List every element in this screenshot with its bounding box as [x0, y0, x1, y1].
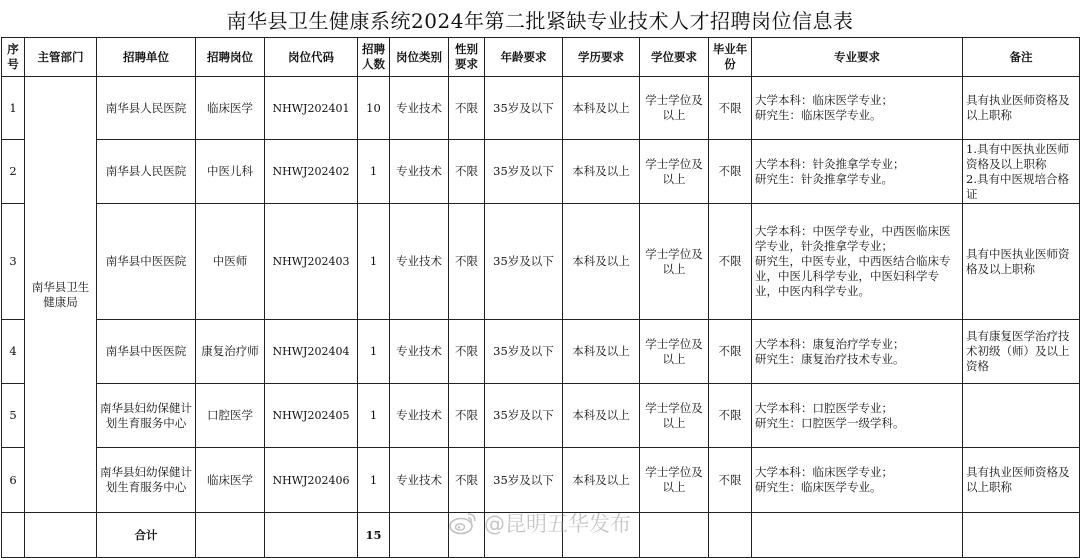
cell-education: 本科及以上 [563, 140, 640, 204]
cell-empty [752, 513, 963, 558]
cell-seq: 2 [2, 140, 25, 204]
cell-major: 大学本科：中医学专业，中西医临床医学专业，针灸推拿学专业； 研究生，中医专业，中西医结合临床专业，中医儿科学专业，中医妇科学专业，中医内科学专业。 [752, 204, 963, 320]
cell-seq: 5 [2, 384, 25, 448]
cell-count: 1 [358, 204, 390, 320]
cell-remarks: 具有康复医学治疗技术初级（师）及以上资格 [963, 320, 1080, 384]
cell-category: 专业技术 [390, 140, 449, 204]
cell-empty [963, 513, 1080, 558]
cell-age: 35岁及以下 [485, 320, 563, 384]
cell-empty [563, 513, 640, 558]
cell-major: 大学本科：针灸推拿学专业； 研究生：针灸推拿学专业。 [752, 140, 963, 204]
cell-education: 本科及以上 [563, 384, 640, 448]
cell-code: NHWJ202405 [265, 384, 358, 448]
table-row [2, 140, 1080, 204]
cell-position: 口腔医学 [196, 384, 265, 448]
cell-gender: 不限 [449, 448, 485, 513]
cell-degree: 学士学位及以上 [640, 384, 709, 448]
cell-grad-year: 不限 [709, 204, 752, 320]
watermark-text: @昆明五华发布 [484, 512, 631, 536]
cell-remarks: 具有中医执业医师资格及以上职称 [963, 204, 1080, 320]
cell-unit: 南华县人民医院 [97, 140, 196, 204]
cell-gender: 不限 [449, 320, 485, 384]
cell-degree: 学士学位及以上 [640, 320, 709, 384]
cell-unit: 南华县中医医院 [97, 320, 196, 384]
cell-gender: 不限 [449, 140, 485, 204]
header-age: 年龄要求 [485, 38, 563, 77]
header-category: 岗位类别 [390, 38, 449, 77]
cell-education: 本科及以上 [563, 448, 640, 513]
cell-position: 中医儿科 [196, 140, 265, 204]
cell-code: NHWJ202406 [265, 448, 358, 513]
cell-empty [640, 513, 709, 558]
table-row [2, 320, 1080, 384]
cell-gender: 不限 [449, 204, 485, 320]
header-count: 招聘人数 [358, 38, 390, 77]
cell-count: 1 [358, 320, 390, 384]
cell-grad-year: 不限 [709, 448, 752, 513]
cell-degree: 学士学位及以上 [640, 140, 709, 204]
cell-grad-year: 不限 [709, 384, 752, 448]
cell-position: 临床医学 [196, 77, 265, 140]
cell-position: 中医师 [196, 204, 265, 320]
cell-education: 本科及以上 [563, 320, 640, 384]
cell-position: 临床医学 [196, 448, 265, 513]
total-count: 15 [358, 513, 390, 558]
header-unit: 招聘单位 [97, 38, 196, 77]
header-position: 招聘岗位 [196, 38, 265, 77]
cell-unit: 南华县妇幼保健计划生育服务中心 [97, 384, 196, 448]
header-code: 岗位代码 [265, 38, 358, 77]
header-education: 学历要求 [563, 38, 640, 77]
table-title: 南华县卫生健康系统2024年第二批紧缺专业技术人才招聘岗位信息表 [226, 8, 854, 33]
cell-grad-year: 不限 [709, 140, 752, 204]
cell-unit: 南华县妇幼保健计划生育服务中心 [97, 448, 196, 513]
cell-remarks: 具有执业医师资格及以上职称 [963, 77, 1080, 140]
cell-grad-year: 不限 [709, 77, 752, 140]
cell-degree: 学士学位及以上 [640, 204, 709, 320]
cell-degree: 学士学位及以上 [640, 448, 709, 513]
cell-position: 康复治疗师 [196, 320, 265, 384]
cell-empty [196, 513, 265, 558]
cell-category: 专业技术 [390, 384, 449, 448]
header-gender: 性别要求 [449, 38, 485, 77]
cell-count: 1 [358, 140, 390, 204]
table-row [2, 384, 1080, 448]
cell-count: 1 [358, 384, 390, 448]
cell-count: 10 [358, 77, 390, 140]
cell-education: 本科及以上 [563, 204, 640, 320]
cell-remarks [963, 384, 1080, 448]
cell-remarks: 1.具有中医执业医师资格及以上职称 2.具有中医规培合格证 [963, 140, 1080, 204]
cell-code: NHWJ202404 [265, 320, 358, 384]
header-dept: 主管部门 [25, 38, 97, 77]
total-label: 合计 [97, 513, 196, 558]
recruitment-table [1, 37, 1080, 558]
cell-empty [449, 513, 485, 558]
cell-gender: 不限 [449, 384, 485, 448]
cell-age: 35岁及以下 [485, 448, 563, 513]
cell-code: NHWJ202402 [265, 140, 358, 204]
cell-code: NHWJ202401 [265, 77, 358, 140]
cell-empty [390, 513, 449, 558]
cell-grad-year: 不限 [709, 320, 752, 384]
cell-unit: 南华县人民医院 [97, 77, 196, 140]
cell-empty [485, 513, 563, 558]
table-row [2, 448, 1080, 513]
cell-seq: 1 [2, 77, 25, 140]
cell-gender: 不限 [449, 77, 485, 140]
cell-seq: 6 [2, 448, 25, 513]
cell-category: 专业技术 [390, 204, 449, 320]
cell-major: 大学本科：口腔医学专业； 研究生：口腔医学一级学科。 [752, 384, 963, 448]
cell-seq: 3 [2, 204, 25, 320]
cell-count: 1 [358, 448, 390, 513]
cell-seq: 4 [2, 320, 25, 384]
header-grad-year: 毕业年份 [709, 38, 752, 77]
cell-age: 35岁及以下 [485, 384, 563, 448]
header-remarks: 备注 [963, 38, 1080, 77]
cell-empty [2, 513, 25, 558]
cell-age: 35岁及以下 [485, 77, 563, 140]
cell-age: 35岁及以下 [485, 204, 563, 320]
cell-category: 专业技术 [390, 77, 449, 140]
cell-major: 大学本科：康复治疗学专业； 研究生：康复治疗技术专业。 [752, 320, 963, 384]
cell-unit: 南华县中医医院 [97, 204, 196, 320]
cell-empty [25, 513, 97, 558]
header-seq: 序号 [2, 38, 25, 77]
cell-category: 专业技术 [390, 448, 449, 513]
cell-major: 大学本科：临床医学专业； 研究生：临床医学专业。 [752, 448, 963, 513]
header-major: 专业要求 [752, 38, 963, 77]
header-row [2, 38, 1080, 77]
cell-category: 专业技术 [390, 320, 449, 384]
total-row [2, 513, 1080, 558]
cell-remarks: 具有执业医师资格及以上职称 [963, 448, 1080, 513]
cell-major: 大学本科：临床医学专业； 研究生：临床医学专业。 [752, 77, 963, 140]
cell-education: 本科及以上 [563, 77, 640, 140]
cell-empty [265, 513, 358, 558]
cell-degree: 学士学位及以上 [640, 77, 709, 140]
header-degree: 学位要求 [640, 38, 709, 77]
cell-age: 35岁及以下 [485, 140, 563, 204]
cell-code: NHWJ202403 [265, 204, 358, 320]
table-row [2, 77, 1080, 140]
cell-empty [709, 513, 752, 558]
cell-dept: 南华县卫生健康局 [25, 77, 97, 513]
table-row [2, 204, 1080, 320]
